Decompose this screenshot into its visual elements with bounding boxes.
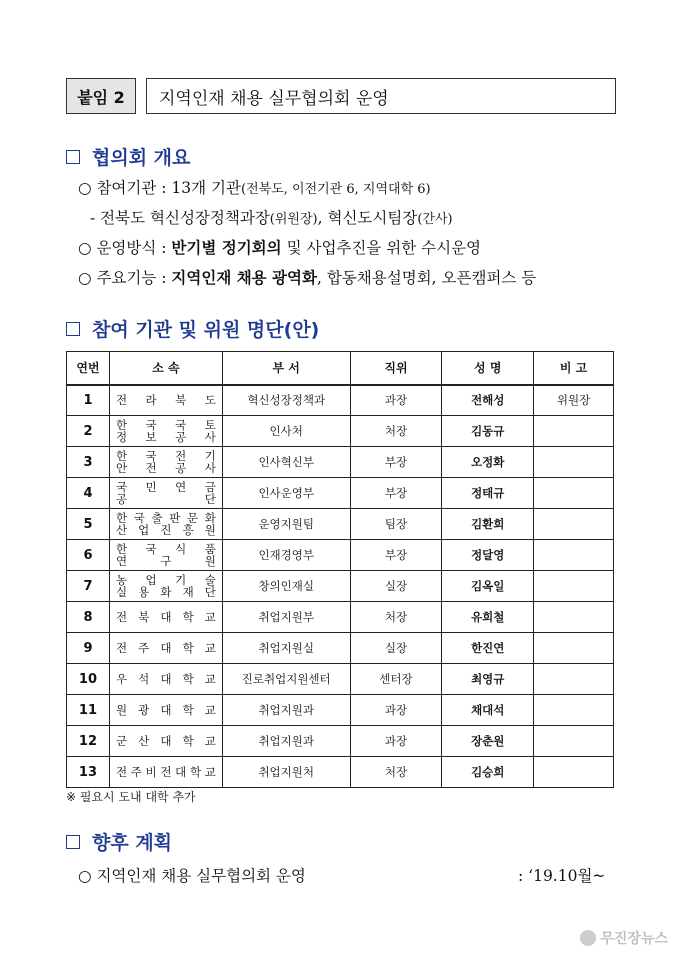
- org-char: 교: [204, 734, 216, 748]
- row-number: 10: [67, 664, 110, 695]
- org-char: 업: [145, 573, 157, 587]
- checkbox-square-icon: [66, 322, 80, 336]
- org-char: 대: [160, 610, 172, 624]
- plan-item: ○ 지역인재 채용 실무협의회 운영: [78, 867, 306, 885]
- watermark-text: 무진장뉴스: [600, 931, 668, 947]
- org-line: [116, 394, 216, 406]
- section-plan-label: 향후 계획: [92, 832, 173, 854]
- row-number: 6: [67, 540, 110, 571]
- position-cell: 실장: [350, 571, 442, 602]
- secretary-team: , 혁신도시팀장: [317, 209, 418, 227]
- org-char: 재: [182, 585, 194, 599]
- checkbox-square-icon: [66, 150, 80, 164]
- table-row: [67, 447, 614, 478]
- note-cell: [534, 633, 614, 664]
- org-char: 공: [175, 430, 187, 444]
- table-row: [67, 478, 614, 509]
- org-char: 대: [160, 641, 172, 655]
- name-cell: 채대석: [442, 695, 534, 726]
- table-header-row: [67, 352, 614, 385]
- org-char: 단: [204, 492, 216, 506]
- org-char: 대: [160, 734, 172, 748]
- col-header-name: 성 명: [442, 352, 534, 385]
- table-row: [67, 633, 614, 664]
- org-char: 식: [175, 542, 187, 556]
- function-rest: , 합동채용설명회, 오픈캠퍼스 등: [316, 269, 537, 287]
- org-char: 국: [145, 418, 157, 432]
- org-char: 원: [115, 703, 128, 717]
- col-header-note: 비 고: [534, 352, 614, 385]
- org-char: 비: [145, 765, 157, 779]
- col-header-no: 연번: [67, 352, 110, 385]
- org-cell: [109, 571, 222, 602]
- org-char: 학: [182, 610, 194, 624]
- org-char: 출: [151, 511, 163, 525]
- position-cell: 센터장: [350, 664, 442, 695]
- row-number: 8: [67, 602, 110, 633]
- function-lead: ○ 주요기능 :: [78, 269, 172, 287]
- org-char: 원: [204, 523, 216, 537]
- org-char: 전: [115, 641, 128, 655]
- org-char: 실: [115, 585, 128, 599]
- org-char: 북: [138, 610, 150, 624]
- dept-cell: 혁신성장정책과: [222, 385, 350, 416]
- org-char: 사: [204, 461, 216, 475]
- org-cell: [109, 757, 222, 788]
- section-plan-heading: [66, 828, 172, 855]
- org-char: 기: [175, 573, 187, 587]
- org-char: 한: [115, 449, 128, 463]
- org-char: 북: [175, 393, 187, 408]
- overview-line-function: [78, 266, 536, 288]
- row-number: 4: [67, 478, 110, 509]
- org-char: 교: [204, 610, 216, 624]
- org-char: 용: [138, 585, 150, 599]
- chair-dept: - 전북도 혁신성장정책과장: [90, 209, 270, 227]
- org-char: 판: [169, 511, 181, 525]
- org-char: 공: [175, 461, 187, 475]
- org-char: 교: [204, 641, 216, 655]
- dept-cell: 인사혁신부: [222, 447, 350, 478]
- row-number: 11: [67, 695, 110, 726]
- org-char: 전: [160, 765, 172, 779]
- org-cell: [109, 602, 222, 633]
- org-char: 연: [175, 480, 187, 494]
- position-cell: 과장: [350, 385, 442, 416]
- org-char: 농: [115, 573, 128, 587]
- overview-line-participants: [78, 176, 431, 198]
- position-cell: 부장: [350, 478, 442, 509]
- org-cell: [109, 416, 222, 447]
- position-cell: 처장: [350, 602, 442, 633]
- name-cell: 정태규: [442, 478, 534, 509]
- section-members-label: 참여 기관 및 위원 명단(안): [92, 319, 320, 341]
- dept-cell: 취업지원과: [222, 695, 350, 726]
- section-overview-label: 협의회 개요: [92, 147, 191, 169]
- org-cell: [109, 726, 222, 757]
- note-cell: [534, 416, 614, 447]
- row-number: 2: [67, 416, 110, 447]
- org-char: 산: [138, 734, 150, 748]
- org-char: 학: [182, 672, 194, 686]
- members-table: [66, 351, 614, 788]
- org-char: 학: [182, 641, 194, 655]
- org-line: [116, 481, 216, 493]
- org-cell: [109, 695, 222, 726]
- attachment-header: [66, 78, 389, 114]
- org-char: 공: [115, 492, 128, 506]
- table-row: [67, 757, 614, 788]
- org-char: 술: [204, 573, 216, 587]
- name-cell: 김환희: [442, 509, 534, 540]
- dept-cell: 취업지원과: [222, 726, 350, 757]
- note-cell: 위원장: [534, 385, 614, 416]
- dept-cell: 인사처: [222, 416, 350, 447]
- org-line: [116, 462, 216, 474]
- row-number: 3: [67, 447, 110, 478]
- row-number: 5: [67, 509, 110, 540]
- org-char: 국: [175, 418, 187, 432]
- position-cell: 처장: [350, 757, 442, 788]
- participants-lead: ○ 참여기관 : 13개 기관: [78, 179, 241, 197]
- org-char: 구: [160, 554, 172, 568]
- org-cell: [109, 447, 222, 478]
- dept-cell: 취업지원처: [222, 757, 350, 788]
- position-cell: 팀장: [350, 509, 442, 540]
- chair-role: (위원장): [269, 212, 318, 227]
- org-line: [116, 704, 216, 716]
- name-cell: 유희철: [442, 602, 534, 633]
- position-cell: 실장: [350, 633, 442, 664]
- dept-cell: 취업지원부: [222, 602, 350, 633]
- table-row: [67, 602, 614, 633]
- org-line: [116, 419, 216, 431]
- checkbox-square-icon: [66, 835, 80, 849]
- org-char: 군: [115, 734, 128, 748]
- org-cell: [109, 633, 222, 664]
- name-cell: 최영규: [442, 664, 534, 695]
- org-char: 산: [115, 523, 128, 537]
- participants-detail: (전북도, 이전기관 6, 지역대학 6): [241, 182, 431, 197]
- row-number: 9: [67, 633, 110, 664]
- org-char: 학: [189, 765, 202, 779]
- org-char: 국: [133, 511, 145, 525]
- org-cell: [109, 540, 222, 571]
- document-title: 지역인재 채용 실무협의회 운영: [146, 78, 616, 114]
- org-char: 민: [145, 480, 157, 494]
- secretary-role: (간사): [417, 212, 453, 227]
- org-line: [116, 673, 216, 685]
- note-cell: [534, 478, 614, 509]
- note-cell: [534, 571, 614, 602]
- col-header-org: 소 속: [109, 352, 222, 385]
- dept-cell: 진로취업지원센터: [222, 664, 350, 695]
- org-char: 주: [138, 641, 150, 655]
- table-row: [67, 416, 614, 447]
- org-char: 금: [204, 480, 216, 494]
- org-char: 전: [115, 610, 128, 624]
- org-line: [116, 450, 216, 462]
- name-cell: 김동규: [442, 416, 534, 447]
- org-char: 진: [160, 523, 172, 537]
- table-body: [67, 385, 614, 788]
- footnote: ※ 필요시 도내 대학 추가: [66, 790, 196, 804]
- watermark: [580, 928, 668, 948]
- org-char: 품: [204, 542, 216, 556]
- org-char: 문: [186, 511, 199, 525]
- org-cell: [109, 478, 222, 509]
- note-cell: [534, 726, 614, 757]
- operation-lead: ○ 운영방식 :: [78, 239, 172, 257]
- org-char: 라: [145, 393, 157, 408]
- org-char: 전: [175, 449, 187, 463]
- org-char: 화: [204, 511, 216, 525]
- org-char: 기: [204, 449, 216, 463]
- org-char: 화: [160, 585, 172, 599]
- dept-cell: 운영지원팀: [222, 509, 350, 540]
- org-line: [116, 493, 216, 505]
- org-char: 업: [138, 523, 150, 537]
- name-cell: 김승희: [442, 757, 534, 788]
- org-char: 전: [115, 393, 128, 408]
- org-char: 국: [115, 480, 128, 494]
- row-number: 12: [67, 726, 110, 757]
- org-char: 국: [145, 542, 157, 556]
- name-cell: 전해성: [442, 385, 534, 416]
- org-char: 연: [115, 554, 128, 568]
- org-char: 사: [204, 430, 216, 444]
- name-cell: 오정화: [442, 447, 534, 478]
- table-row: [67, 695, 614, 726]
- org-char: 대: [160, 703, 172, 717]
- org-line: [116, 766, 216, 778]
- note-cell: [534, 447, 614, 478]
- org-char: 정: [115, 430, 128, 444]
- position-cell: 부장: [350, 447, 442, 478]
- org-line: [116, 555, 216, 567]
- row-number: 1: [67, 385, 110, 416]
- dept-cell: 창의인재실: [222, 571, 350, 602]
- org-line: [116, 524, 216, 536]
- org-char: 한: [115, 542, 128, 556]
- org-char: 보: [145, 430, 157, 444]
- section-overview-heading: [66, 143, 190, 170]
- overview-line-chair: [90, 206, 453, 228]
- org-line: [116, 642, 216, 654]
- org-char: 원: [204, 554, 216, 568]
- dept-cell: 인재경영부: [222, 540, 350, 571]
- position-cell: 부장: [350, 540, 442, 571]
- org-char: 대: [160, 672, 172, 686]
- table-row: [67, 664, 614, 695]
- org-char: 우: [115, 672, 128, 686]
- org-char: 주: [130, 765, 142, 779]
- operation-rest: 및 사업추진을 위한 수시운영: [281, 239, 482, 257]
- table-row: [67, 540, 614, 571]
- section-members-heading: [66, 315, 319, 342]
- org-line: [116, 735, 216, 747]
- org-char: 전: [145, 461, 157, 475]
- position-cell: 처장: [350, 416, 442, 447]
- org-cell: [109, 509, 222, 540]
- name-cell: 정달영: [442, 540, 534, 571]
- name-cell: 김옥일: [442, 571, 534, 602]
- org-char: 교: [204, 765, 216, 779]
- org-char: 석: [138, 672, 150, 686]
- position-cell: 과장: [350, 726, 442, 757]
- overview-line-operation: [78, 236, 481, 258]
- name-cell: 한진연: [442, 633, 534, 664]
- operation-bold: 반기별 정기회의: [171, 238, 282, 257]
- table-row: [67, 571, 614, 602]
- note-cell: [534, 509, 614, 540]
- org-char: 도: [204, 393, 216, 408]
- row-number: 13: [67, 757, 110, 788]
- news-logo-icon: [580, 930, 596, 946]
- org-char: 흥: [182, 523, 194, 537]
- org-char: 대: [175, 765, 187, 779]
- note-cell: [534, 757, 614, 788]
- plan-date: : ‘19.10월~: [518, 867, 606, 885]
- org-char: 교: [204, 672, 216, 686]
- dept-cell: 인사운영부: [222, 478, 350, 509]
- org-cell: [109, 664, 222, 695]
- note-cell: [534, 540, 614, 571]
- function-bold: 지역인재 채용 광역화: [171, 268, 317, 287]
- org-char: 한: [115, 511, 128, 525]
- dept-cell: 취업지원실: [222, 633, 350, 664]
- col-header-position: 직위: [350, 352, 442, 385]
- org-char: 학: [182, 734, 194, 748]
- org-char: 토: [204, 418, 216, 432]
- org-line: [116, 586, 216, 598]
- note-cell: [534, 664, 614, 695]
- note-cell: [534, 695, 614, 726]
- org-char: 단: [204, 585, 216, 599]
- org-char: 전: [115, 765, 128, 779]
- name-cell: 장춘원: [442, 726, 534, 757]
- position-cell: 과장: [350, 695, 442, 726]
- org-char: 광: [138, 703, 150, 717]
- org-char: 국: [145, 449, 157, 463]
- row-number: 7: [67, 571, 110, 602]
- org-line: [116, 431, 216, 443]
- org-line: [116, 611, 216, 623]
- org-cell: [109, 385, 222, 416]
- table-row: [67, 385, 614, 416]
- table-row: [67, 509, 614, 540]
- org-char: 안: [115, 461, 128, 475]
- attachment-badge: 붙임 2: [66, 78, 136, 114]
- note-cell: [534, 602, 614, 633]
- table-row: [67, 726, 614, 757]
- org-char: 교: [204, 703, 216, 717]
- org-char: 한: [115, 418, 128, 432]
- org-char: 학: [182, 703, 194, 717]
- col-header-dept: 부 서: [222, 352, 350, 385]
